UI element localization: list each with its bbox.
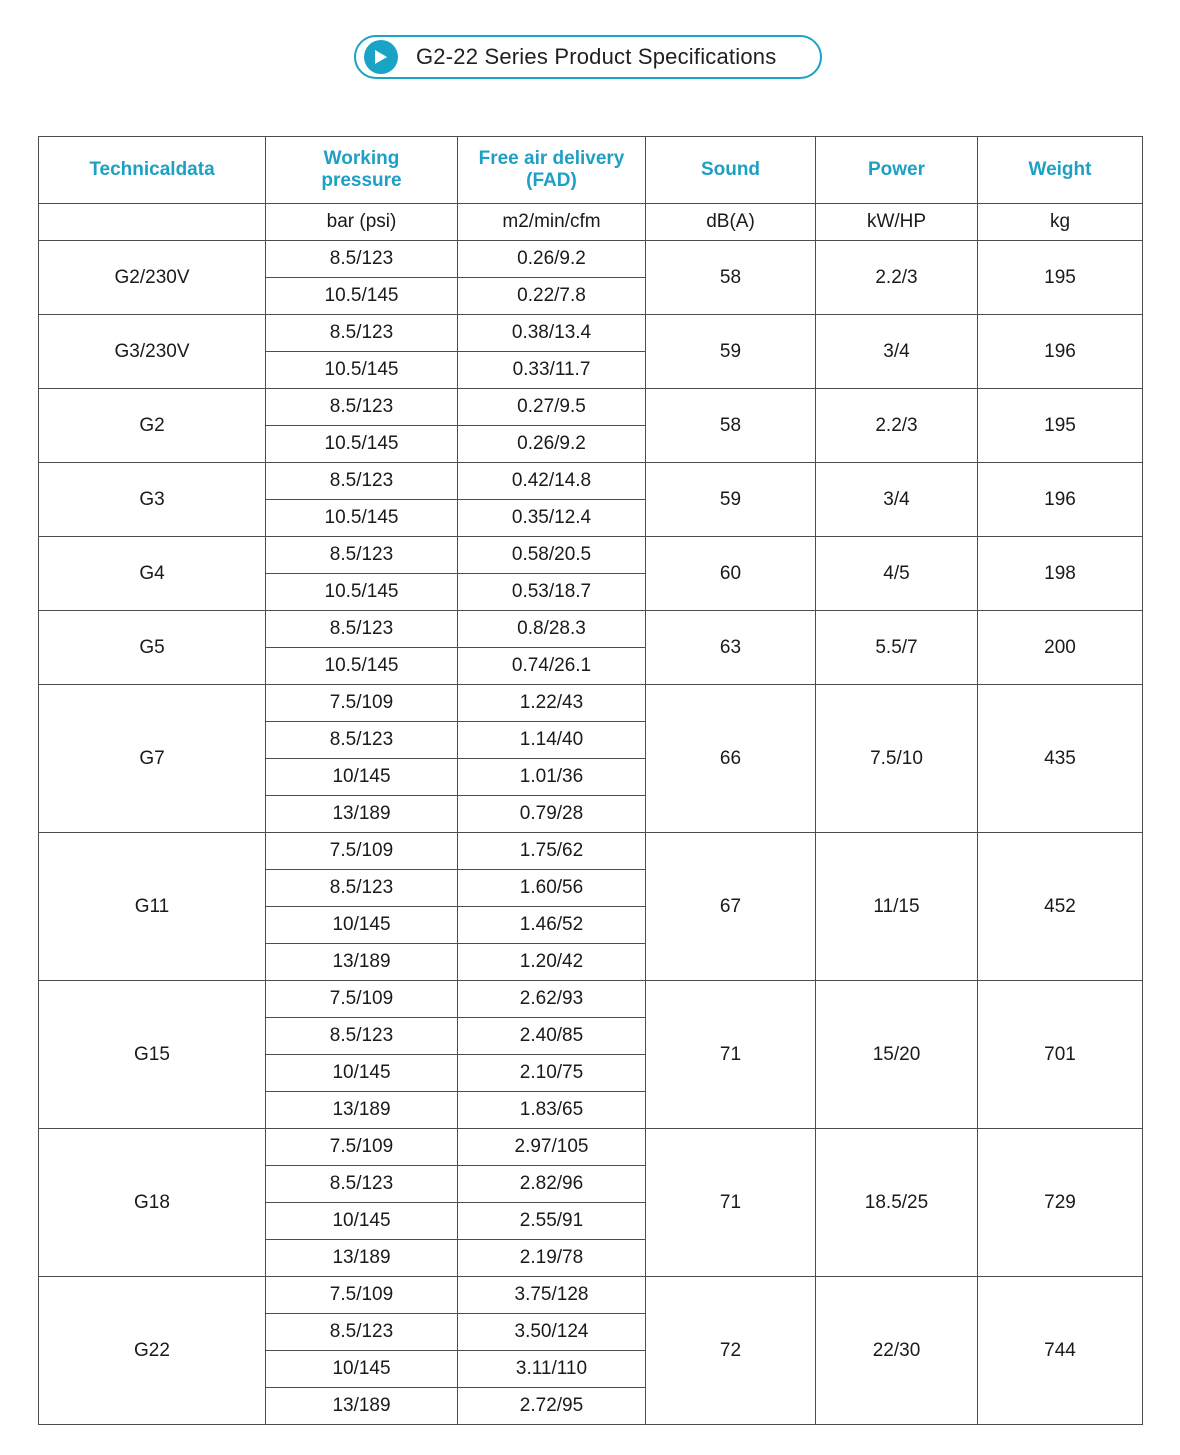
header-free-air-delivery-text: Free air delivery (FAD): [478, 148, 625, 191]
model-name-cell: G7: [39, 685, 266, 833]
model-name-cell: G3/230V: [39, 315, 266, 389]
working-pressure-cell: 8.5/123: [266, 463, 458, 500]
fad-cell: 1.20/42: [458, 944, 646, 981]
sound-cell: 66: [646, 685, 816, 833]
table-row: [39, 389, 1143, 426]
fad-cell: 1.46/52: [458, 907, 646, 944]
working-pressure-cell: 10/145: [266, 907, 458, 944]
weight-cell: 200: [978, 611, 1143, 685]
fad-cell: 0.8/28.3: [458, 611, 646, 648]
power-cell: 5.5/7: [816, 611, 978, 685]
unit-cell: kg: [978, 204, 1143, 241]
weight-cell: 198: [978, 537, 1143, 611]
fad-cell: 3.11/110: [458, 1351, 646, 1388]
working-pressure-cell: 13/189: [266, 796, 458, 833]
sound-cell: 58: [646, 241, 816, 315]
working-pressure-cell: 8.5/123: [266, 315, 458, 352]
fad-cell: 1.60/56: [458, 870, 646, 907]
fad-cell: 2.72/95: [458, 1388, 646, 1425]
fad-cell: 2.55/91: [458, 1203, 646, 1240]
working-pressure-cell: 10/145: [266, 1055, 458, 1092]
units-row: [39, 204, 1143, 241]
title-banner: [354, 35, 822, 79]
table-row: [39, 1129, 1143, 1166]
sound-cell: 67: [646, 833, 816, 981]
sound-cell: 71: [646, 981, 816, 1129]
working-pressure-cell: 10/145: [266, 1203, 458, 1240]
working-pressure-cell: 8.5/123: [266, 241, 458, 278]
model-name-cell: G2: [39, 389, 266, 463]
sound-cell: 72: [646, 1277, 816, 1425]
fad-cell: 2.10/75: [458, 1055, 646, 1092]
model-name-cell: G2/230V: [39, 241, 266, 315]
working-pressure-cell: 10.5/145: [266, 574, 458, 611]
fad-cell: 0.74/26.1: [458, 648, 646, 685]
power-cell: 15/20: [816, 981, 978, 1129]
fad-cell: 0.42/14.8: [458, 463, 646, 500]
table-row: [39, 981, 1143, 1018]
page-title: G2-22 Series Product Specifications: [416, 44, 777, 69]
power-cell: 3/4: [816, 315, 978, 389]
fad-cell: 2.19/78: [458, 1240, 646, 1277]
power-cell: 2.2/3: [816, 389, 978, 463]
power-cell: 3/4: [816, 463, 978, 537]
sound-cell: 71: [646, 1129, 816, 1277]
specifications-table: [38, 136, 1143, 1425]
working-pressure-cell: 8.5/123: [266, 611, 458, 648]
weight-cell: 196: [978, 315, 1143, 389]
fad-cell: 1.14/40: [458, 722, 646, 759]
sound-cell: 60: [646, 537, 816, 611]
working-pressure-cell: 7.5/109: [266, 1129, 458, 1166]
working-pressure-cell: 7.5/109: [266, 833, 458, 870]
model-name-cell: G18: [39, 1129, 266, 1277]
fad-cell: 3.75/128: [458, 1277, 646, 1314]
working-pressure-cell: 7.5/109: [266, 1277, 458, 1314]
table-row: [39, 611, 1143, 648]
working-pressure-cell: 10.5/145: [266, 648, 458, 685]
header-sound: Sound: [646, 137, 816, 204]
power-cell: 2.2/3: [816, 241, 978, 315]
sound-cell: 58: [646, 389, 816, 463]
fad-cell: 3.50/124: [458, 1314, 646, 1351]
weight-cell: 701: [978, 981, 1143, 1129]
model-name-cell: G15: [39, 981, 266, 1129]
header-working-pressure: [266, 137, 458, 204]
fad-cell: 0.26/9.2: [458, 426, 646, 463]
working-pressure-cell: 8.5/123: [266, 722, 458, 759]
working-pressure-cell: 13/189: [266, 1240, 458, 1277]
weight-cell: 435: [978, 685, 1143, 833]
fad-cell: 2.97/105: [458, 1129, 646, 1166]
model-name-cell: G4: [39, 537, 266, 611]
table-row: [39, 241, 1143, 278]
model-name-cell: G22: [39, 1277, 266, 1425]
working-pressure-cell: 7.5/109: [266, 685, 458, 722]
header-power: Power: [816, 137, 978, 204]
weight-cell: 452: [978, 833, 1143, 981]
table-row: [39, 1277, 1143, 1314]
fad-cell: 2.82/96: [458, 1166, 646, 1203]
play-circle-icon: [364, 40, 398, 74]
unit-cell: m2/min/cfm: [458, 204, 646, 241]
model-name-cell: G3: [39, 463, 266, 537]
header-row: [39, 137, 1143, 204]
working-pressure-cell: 8.5/123: [266, 870, 458, 907]
working-pressure-cell: 8.5/123: [266, 537, 458, 574]
working-pressure-cell: 10.5/145: [266, 426, 458, 463]
power-cell: 7.5/10: [816, 685, 978, 833]
fad-cell: 1.75/62: [458, 833, 646, 870]
fad-cell: 2.40/85: [458, 1018, 646, 1055]
fad-cell: 0.79/28: [458, 796, 646, 833]
table-row: [39, 463, 1143, 500]
sound-cell: 59: [646, 315, 816, 389]
working-pressure-cell: 10/145: [266, 759, 458, 796]
table-row: [39, 833, 1143, 870]
working-pressure-cell: 10.5/145: [266, 278, 458, 315]
working-pressure-cell: 7.5/109: [266, 981, 458, 1018]
fad-cell: 2.62/93: [458, 981, 646, 1018]
fad-cell: 0.53/18.7: [458, 574, 646, 611]
working-pressure-cell: 13/189: [266, 1092, 458, 1129]
sound-cell: 63: [646, 611, 816, 685]
table-row: [39, 315, 1143, 352]
working-pressure-cell: 8.5/123: [266, 1018, 458, 1055]
power-cell: 18.5/25: [816, 1129, 978, 1277]
unit-cell: [39, 204, 266, 241]
fad-cell: 1.22/43: [458, 685, 646, 722]
model-name-cell: G5: [39, 611, 266, 685]
fad-cell: 0.27/9.5: [458, 389, 646, 426]
table-row: [39, 685, 1143, 722]
weight-cell: 744: [978, 1277, 1143, 1425]
fad-cell: 0.26/9.2: [458, 241, 646, 278]
header-working-pressure-text: Working pressure: [321, 148, 402, 191]
working-pressure-cell: 8.5/123: [266, 1166, 458, 1203]
fad-cell: 0.38/13.4: [458, 315, 646, 352]
weight-cell: 196: [978, 463, 1143, 537]
weight-cell: 195: [978, 389, 1143, 463]
power-cell: 22/30: [816, 1277, 978, 1425]
fad-cell: 0.33/11.7: [458, 352, 646, 389]
unit-cell: kW/HP: [816, 204, 978, 241]
sound-cell: 59: [646, 463, 816, 537]
unit-cell: dB(A): [646, 204, 816, 241]
power-cell: 11/15: [816, 833, 978, 981]
working-pressure-cell: 13/189: [266, 1388, 458, 1425]
working-pressure-cell: 10/145: [266, 1351, 458, 1388]
header-free-air-delivery: [458, 137, 646, 204]
header-weight: Weight: [978, 137, 1143, 204]
working-pressure-cell: 10.5/145: [266, 500, 458, 537]
working-pressure-cell: 8.5/123: [266, 1314, 458, 1351]
working-pressure-cell: 10.5/145: [266, 352, 458, 389]
weight-cell: 195: [978, 241, 1143, 315]
weight-cell: 729: [978, 1129, 1143, 1277]
model-name-cell: G11: [39, 833, 266, 981]
power-cell: 4/5: [816, 537, 978, 611]
fad-cell: 0.58/20.5: [458, 537, 646, 574]
header-technicaldata: Technicaldata: [39, 137, 266, 204]
fad-cell: 1.01/36: [458, 759, 646, 796]
fad-cell: 1.83/65: [458, 1092, 646, 1129]
table-row: [39, 537, 1143, 574]
working-pressure-cell: 13/189: [266, 944, 458, 981]
working-pressure-cell: 8.5/123: [266, 389, 458, 426]
unit-cell: bar (psi): [266, 204, 458, 241]
fad-cell: 0.22/7.8: [458, 278, 646, 315]
fad-cell: 0.35/12.4: [458, 500, 646, 537]
